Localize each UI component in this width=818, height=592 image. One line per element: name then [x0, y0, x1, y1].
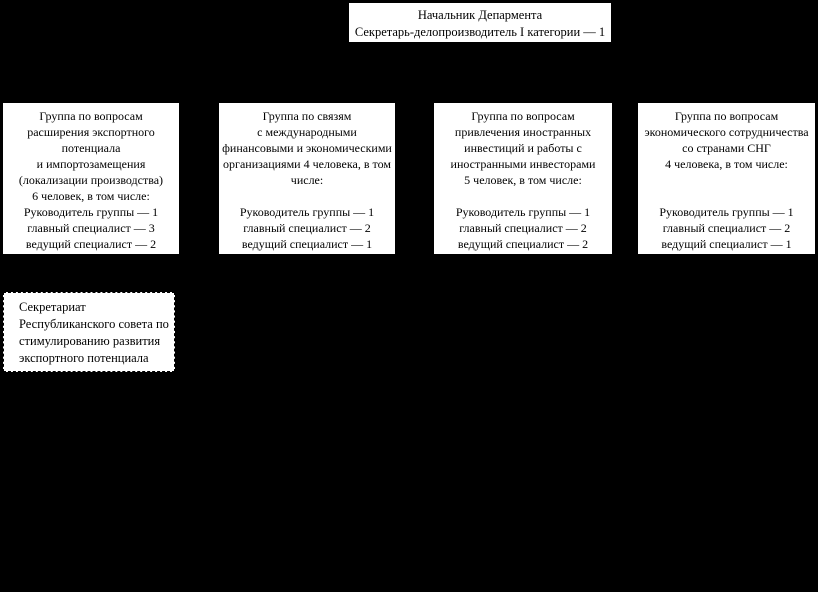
group-box-line: организациями 4 человека, в том	[223, 157, 391, 171]
secretariat-box-line: Секретариат	[19, 300, 86, 314]
group-box-line: 4 человека, в том числе:	[665, 157, 788, 171]
group-box-line: Группа по вопросам	[471, 109, 575, 123]
group-box-line	[219, 188, 395, 204]
group-box-line: ведущий специалист — 2	[25, 237, 157, 251]
head-of-department-box	[348, 2, 612, 43]
group-box-line: с международными	[257, 125, 357, 139]
group-box-line: Группа по связям	[262, 109, 352, 123]
group-box-line: главный специалист — 2	[243, 221, 371, 235]
group-box-line: главный специалист — 3	[27, 221, 155, 235]
secretariat-box-line: стимулированию развития	[19, 334, 161, 348]
group-box-line: экономического сотрудничества	[644, 125, 809, 139]
secretariat-box	[3, 292, 175, 372]
group-box-line: главный специалист — 2	[662, 221, 791, 235]
group-box-cis-cooperation	[637, 102, 816, 255]
group-box-line	[434, 188, 612, 204]
secretariat-box-line: Республиканского совета по	[19, 317, 169, 331]
group-box-export-potential	[2, 102, 180, 255]
group-box-international-relations	[218, 102, 396, 255]
head-box-line: Секретарь-делопроизводитель I категории — 1	[354, 25, 606, 39]
group-box-line: потенциала	[61, 141, 121, 155]
group-box-line: инвестиций и работы с	[464, 141, 582, 155]
group-box-line: главный специалист — 2	[459, 221, 587, 235]
group-box-line: и импортозамещения	[36, 157, 146, 171]
group-box-line: ведущий специалист — 1	[241, 237, 373, 251]
group-box-line	[638, 188, 815, 204]
group-box-line	[638, 172, 815, 188]
group-box-line: Руководитель группы — 1	[659, 205, 794, 219]
group-box-line: со странами СНГ	[682, 141, 771, 155]
group-box-line: финансовыми и экономическими	[222, 141, 392, 155]
group-box-foreign-investments	[433, 102, 613, 255]
group-box-line: ведущий специалист — 1	[661, 237, 792, 251]
group-box-line: числе:	[290, 173, 324, 187]
group-box-line: Руководитель группы — 1	[455, 205, 591, 219]
head-box-line: Начальник Депармента	[417, 8, 543, 22]
group-box-line: Руководитель группы — 1	[239, 205, 375, 219]
group-box-line: ведущий специалист — 2	[457, 237, 589, 251]
group-box-line: 6 человек, в том числе:	[32, 189, 150, 203]
group-box-line: Руководитель группы — 1	[23, 205, 159, 219]
group-box-line: Группа по вопросам	[39, 109, 143, 123]
group-box-line: (локализации производства)	[18, 173, 164, 187]
group-box-line: расширения экспортного	[27, 125, 155, 139]
group-box-line: привлечения иностранных	[454, 125, 592, 139]
secretariat-box-line: экспортного потенциала	[19, 351, 149, 365]
group-box-line: 5 человек, в том числе:	[464, 173, 582, 187]
group-box-line: Группа по вопросам	[674, 109, 779, 123]
group-box-line: иностранными инвесторами	[450, 157, 596, 171]
